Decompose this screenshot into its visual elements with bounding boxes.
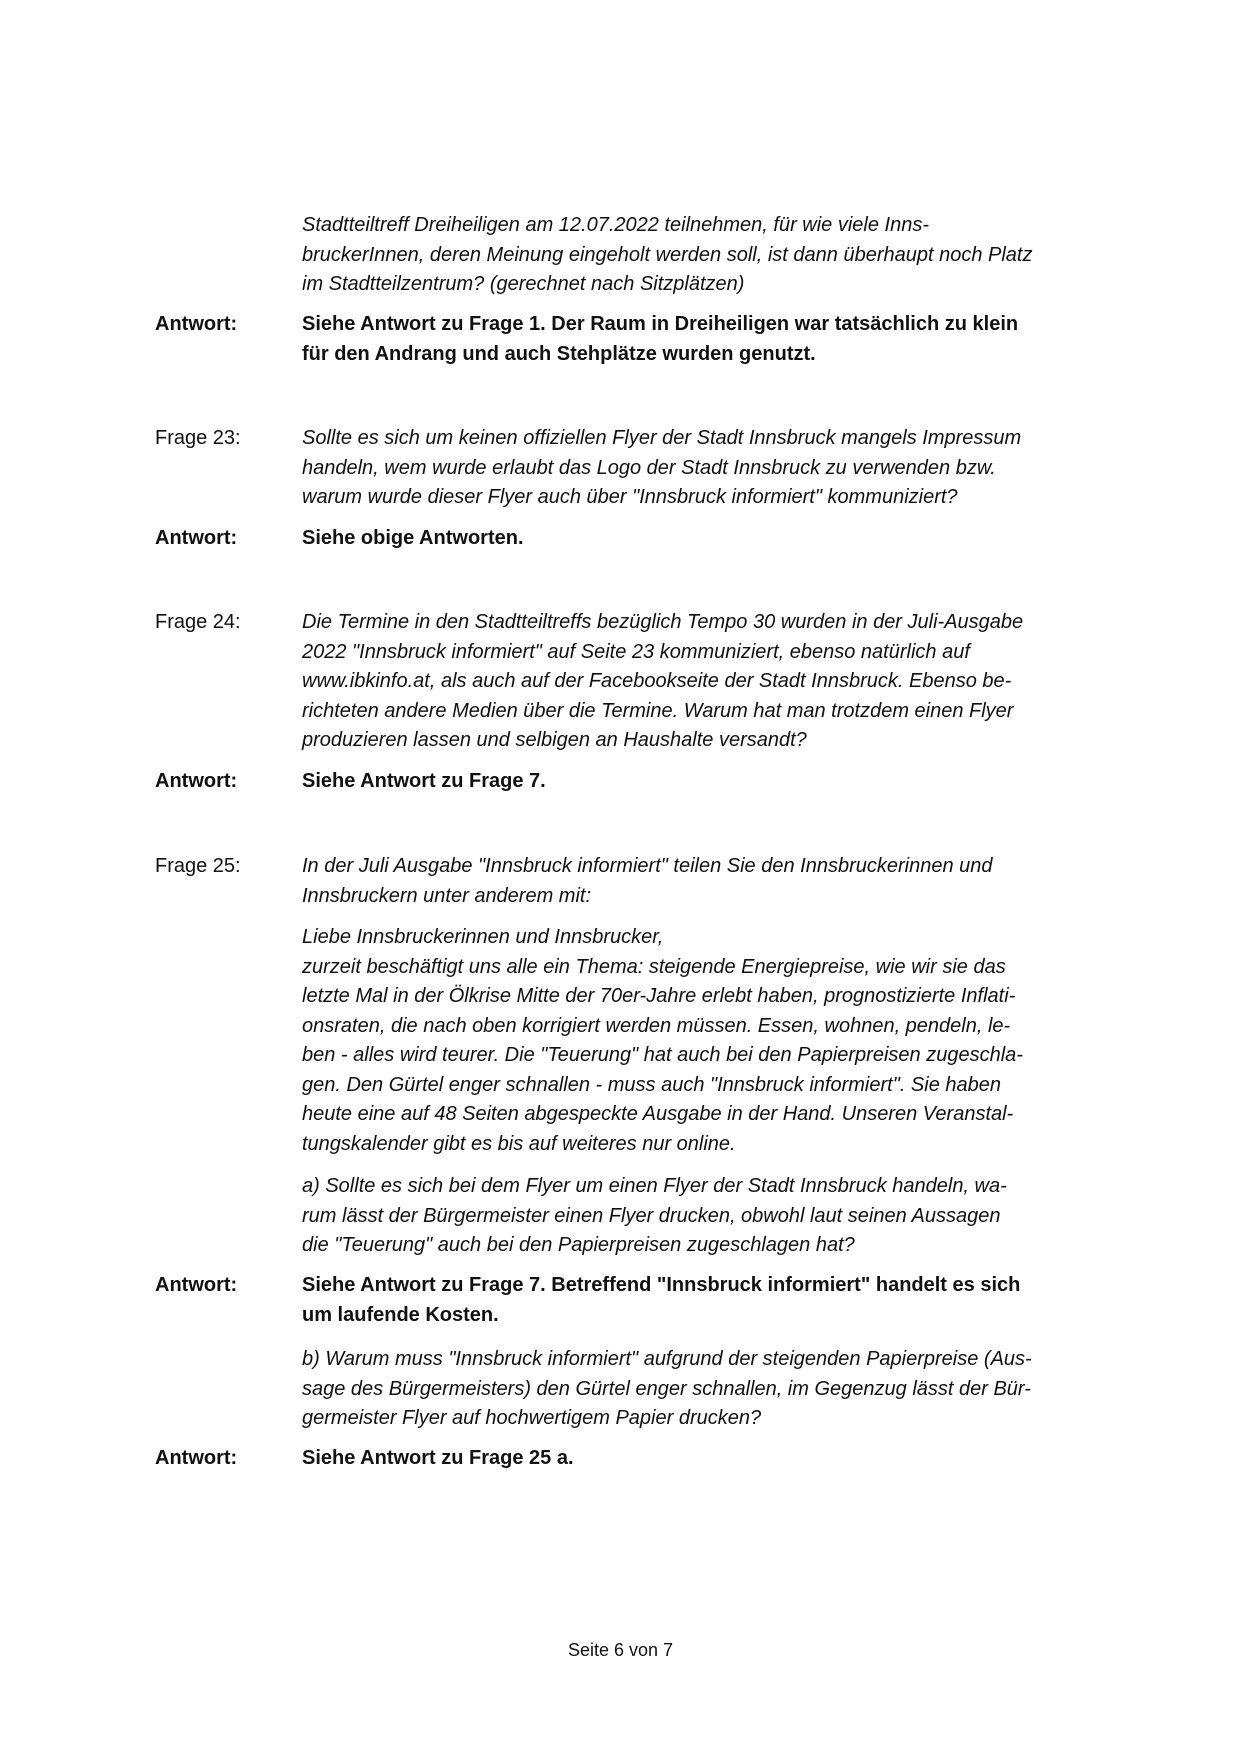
answer-text (302, 524, 1162, 554)
text-line: Siehe Antwort zu Frage 1. Der Raum in Dreiheiligen war tatsächlich zu klein (302, 313, 1019, 335)
answer-label: Antwort: (155, 770, 238, 792)
question-text (302, 424, 1162, 513)
text-line: produzieren lassen und selbigen an Haushalte versandt? (302, 729, 807, 751)
text-line: germeister Flyer auf hochwertigem Papier drucken? (302, 1407, 762, 1429)
answer-label: Antwort: (155, 527, 238, 549)
text-line: heute eine auf 48 Seiten abgespeckte Ausgabe in der Hand. Unseren Veranstal- (302, 1103, 1014, 1125)
text-line: ben - alles wird teurer. Die "Teuerung" hat auch bei den Papierpreisen zugeschla- (302, 1044, 1023, 1066)
answer-text (302, 310, 1162, 369)
text-line: Innsbruckern unter anderem mit: (302, 884, 592, 907)
answer-text (302, 1444, 1162, 1474)
text-line: für den Andrang und auch Stehplätze wurden genutzt. (302, 342, 816, 365)
text-line: Siehe Antwort zu Frage 7. Betreffend "Innsbruck informiert" handelt es sich (302, 1274, 1021, 1296)
question-label: Frage 24: (155, 611, 241, 633)
question-text (302, 1345, 1162, 1434)
text-line: die "Teuerung" auch bei den Papierpreisen zugeschlagen hat? (302, 1234, 855, 1256)
question-label: Frage 25: (155, 855, 241, 877)
text-line: www.ibkinfo.at, als auch auf der Facebookseite der Stadt Innsbruck. Ebenso be- (302, 670, 1012, 692)
question-text (302, 211, 1162, 300)
answer-label: Antwort: (155, 313, 238, 335)
text-line: warum wurde dieser Flyer auch über "Innsbruck informiert" kommuniziert? (302, 486, 958, 508)
text-line: 2022 "Innsbruck informiert" auf Seite 23 kommuniziert, ebenso natürlich auf (302, 640, 970, 663)
question-text (302, 852, 1162, 911)
question-text (302, 923, 1162, 1159)
answer-label: Antwort: (155, 1447, 238, 1469)
text-line: b) Warum muss "Innsbruck informiert" aufgrund der steigenden Papierpreise (Aus- (302, 1348, 1032, 1370)
text-line: bruckerInnen, deren Meinung eingeholt werden soll, ist dann überhaupt noch Platz (302, 243, 1033, 266)
question-text (302, 608, 1162, 756)
answer-text (302, 1271, 1162, 1330)
text-line: Siehe Antwort zu Frage 25 a. (302, 1447, 574, 1469)
text-line: In der Juli Ausgabe "Innsbruck informiert" teilen Sie den Innsbruckerinnen und (302, 855, 993, 877)
text-line: Sollte es sich um keinen offiziellen Flyer der Stadt Innsbruck mangels Impressum (302, 427, 1022, 449)
text-line: Stadtteiltreff Dreiheiligen am 12.07.2022 teilnehmen, für wie viele Inns- (302, 214, 930, 236)
text-line: zurzeit beschäftigt uns alle ein Thema: steigende Energiepreise, wie wir sie das (302, 955, 1006, 978)
text-line: a) Sollte es sich bei dem Flyer um einen Flyer der Stadt Innsbruck handeln, wa- (302, 1175, 1007, 1197)
text-line: Siehe Antwort zu Frage 7. (302, 770, 546, 792)
text-line: Die Termine in den Stadtteiltreffs bezüglich Tempo 30 wurden in der Juli-Ausgabe (302, 611, 1024, 633)
text-line: Siehe obige Antworten. (302, 527, 524, 549)
text-line: gen. Den Gürtel enger schnallen - muss auch "Innsbruck informiert". Sie haben (302, 1073, 1002, 1096)
text-line: richteten andere Medien über die Termine. Warum hat man trotzdem einen Flyer (302, 699, 1014, 722)
text-line: rum lässt der Bürgermeister einen Flyer drucken, obwohl laut seinen Aussagen (302, 1204, 1001, 1227)
text-line: im Stadtteilzentrum? (gerechnet nach Sitzplätzen) (302, 273, 745, 295)
text-line: sage des Bürgermeisters) den Gürtel enger schnallen, im Gegenzug lässt der Bür- (302, 1377, 1031, 1400)
page-footer: Seite 6 von 7 (567, 1640, 674, 1660)
question-text (302, 1172, 1162, 1261)
answer-text (302, 767, 1162, 797)
text-line: um laufende Kosten. (302, 1303, 499, 1326)
text-line: Liebe Innsbruckerinnen und Innsbrucker, (302, 926, 664, 948)
text-line: letzte Mal in der Ölkrise Mitte der 70er-Jahre erlebt haben, prognostizierte Inflati- (302, 985, 1016, 1007)
text-line: onsraten, die nach oben korrigiert werden müssen. Essen, wohnen, pendeln, le- (302, 1014, 1011, 1037)
answer-label: Antwort: (155, 1274, 238, 1296)
text-line: handeln, wem wurde erlaubt das Logo der Stadt Innsbruck zu verwenden bzw. (302, 456, 996, 479)
question-label: Frage 23: (155, 427, 241, 449)
text-line: tungskalender gibt es bis auf weiteres nur online. (302, 1132, 736, 1155)
